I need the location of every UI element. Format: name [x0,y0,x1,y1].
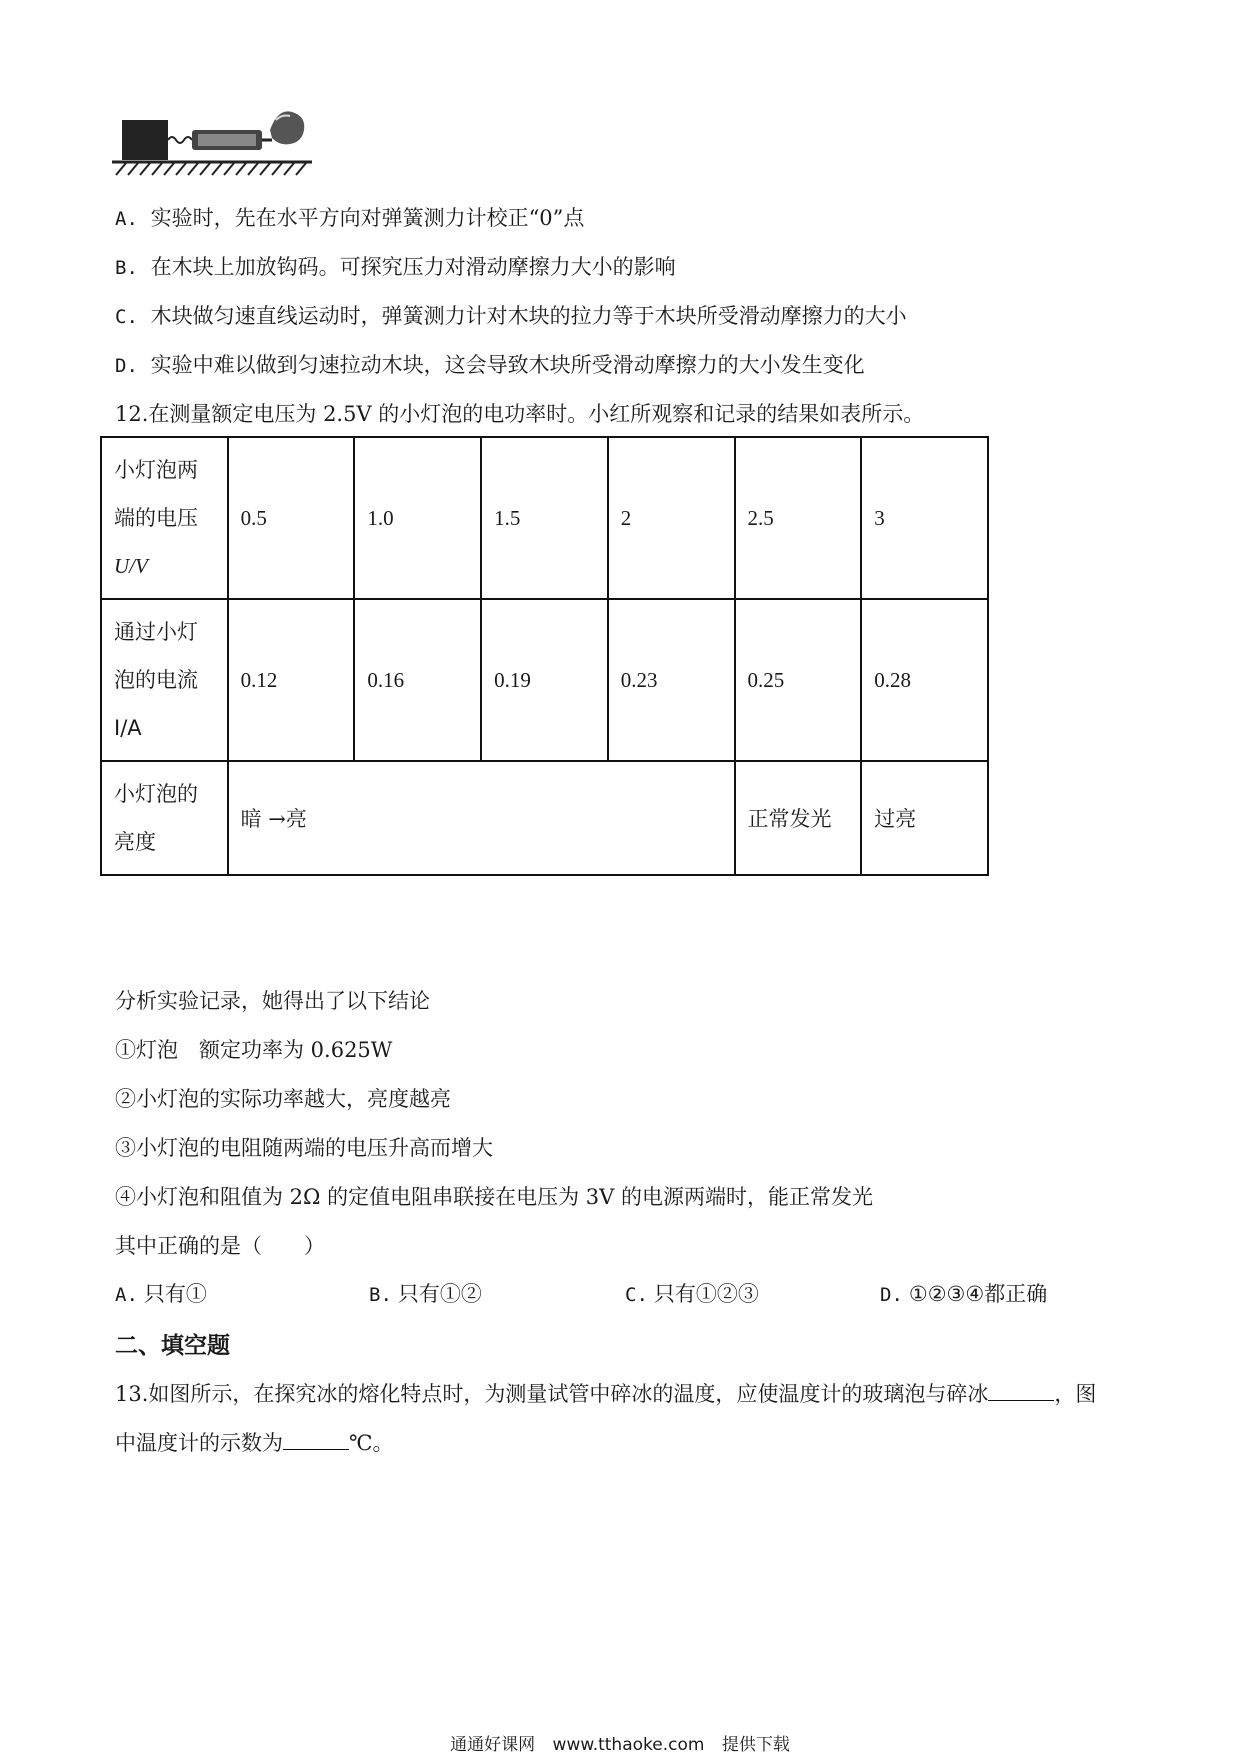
option-text: 木块做匀速直线运动时，弹簧测力计对木块的拉力等于木块所受滑动摩擦力的大小 [150,304,907,328]
option-label: B. [115,257,138,279]
option-label: C. [115,306,138,328]
option-label: A. [115,208,138,230]
voltage-row [101,437,988,599]
table-cell: 1.0 [354,437,481,599]
choice-a [115,1279,207,1310]
choice-text: 只有① [143,1282,207,1306]
conclusion-3: ③小灯泡的电阻随两端的电压升高而增大 [115,1136,493,1160]
q11-option-b [115,252,676,283]
voltage-header [101,437,228,599]
q13-text: ℃。 [349,1431,394,1455]
q13-text: 13.如图所示，在探究冰的熔化特点时，为测量试管中碎冰的温度，应使温度计的玻璃泡与碎冰 [115,1382,989,1406]
header-line: 小灯泡的 [114,782,198,806]
q12-stem: 12.在测量额定电压为 2.5V 的小灯泡的电功率时。小红所观察和记录的结果如表所示。 [115,402,925,426]
choice-text: 只有①② [397,1282,482,1306]
q12-question: 其中正确的是（ ） [115,1234,325,1258]
choice-label: A. [115,1284,138,1306]
brightness-trend-cell: 暗 →亮 [228,761,735,875]
header-line: 泡的电流 [114,668,198,692]
conclusion-1: ①灯泡 额定功率为 0.625W [115,1038,393,1062]
q11-option-d [115,350,865,381]
q12-analysis: 分析实验记录，她得出了以下结论 [115,989,430,1013]
footer-site-name: 通通好课网 [450,1735,536,1755]
header-line: I/A [114,716,142,740]
header-line: 小灯泡两 [114,458,198,482]
table-cell: 过亮 [861,761,988,875]
header-line: 亮度 [114,830,156,854]
page-footer [0,1730,1240,1755]
table-cell: 2 [608,437,735,599]
q13-line-2 [115,1427,394,1458]
table-cell: 0.16 [354,599,481,761]
choice-label: B. [369,1284,392,1306]
table-cell: 0.25 [735,599,862,761]
choice-c [625,1279,759,1310]
wooden-block [122,120,168,160]
table-cell: 正常发光 [735,761,862,875]
current-header [101,599,228,761]
option-label: D. [115,355,138,377]
brightness-header [101,761,228,875]
table-cell: 0.19 [481,599,608,761]
header-line: U/V [114,554,148,578]
table-cell: 3 [861,437,988,599]
choice-text: 只有①②③ [653,1282,759,1306]
choice-label: C. [625,1284,648,1306]
table-cell: 0.23 [608,599,735,761]
brightness-row [101,761,988,875]
choice-b [369,1279,482,1310]
conclusion-2: ②小灯泡的实际功率越大，亮度越亮 [115,1087,451,1111]
current-row [101,599,988,761]
table-cell: 2.5 [735,437,862,599]
option-text: 在木块上加放钩码。可探究压力对滑动摩擦力大小的影响 [150,255,676,279]
table-cell: 0.12 [228,599,355,761]
q11-option-a [115,203,584,234]
option-text: 实验时，先在水平方向对弹簧测力计校正“0”点 [150,206,585,230]
q13-line-1 [115,1378,1096,1409]
conclusion-4: ④小灯泡和阻值为 2Ω 的定值电阻串联接在电压为 3V 的电源两端时，能正常发光 [115,1185,873,1209]
table-cell: 0.5 [228,437,355,599]
option-text: 实验中难以做到匀速拉动木块，这会导致木块所受滑动摩擦力的大小发生变化 [150,353,865,377]
footer-note: 提供下载 [721,1735,790,1755]
choice-d [880,1279,1047,1310]
hook [168,137,192,143]
measurement-table [100,436,989,876]
table-cell: 1.5 [481,437,608,599]
answer-blank[interactable] [283,1427,349,1450]
q13-text: 中温度计的示数为 [115,1431,283,1455]
section-title: 二、填空题 [115,1333,230,1359]
spring-scale-figure [112,100,352,180]
q11-option-c [115,301,907,332]
header-line: 端的电压 [114,506,198,530]
header-line: 通过小灯 [114,620,198,644]
choice-text: ①②③④都正确 [908,1282,1048,1306]
choice-label: D. [880,1284,903,1306]
table-cell: 0.28 [861,599,988,761]
footer-url[interactable]: www.tthaoke.com [552,1735,705,1755]
answer-blank[interactable] [988,1378,1054,1401]
q13-text: ，图 [1054,1382,1097,1406]
